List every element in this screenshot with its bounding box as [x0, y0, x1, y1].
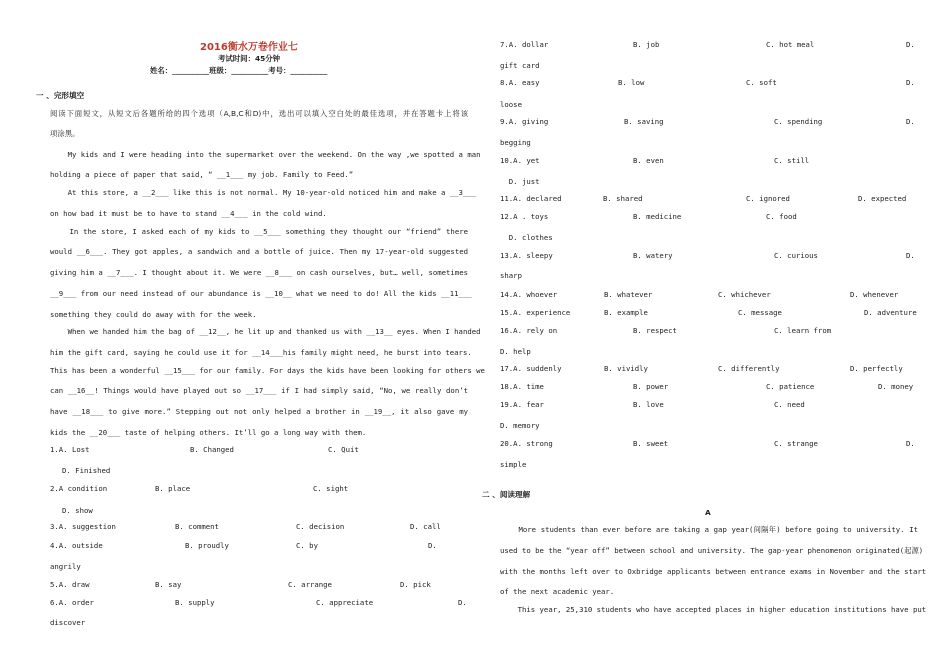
option-c: C. strange: [774, 439, 818, 448]
option-b: B. comment: [175, 522, 219, 531]
option-d: D. expected: [858, 194, 907, 203]
passage-text: At this store, a __2___ like this is not normal. My 10-year-old noticed him and make a __3___: [50, 188, 477, 197]
option-c: C. differently: [718, 364, 780, 373]
passage-text: have __18___ to give more.” Stepping out not only helped a brother in __19__, it also gave my: [50, 407, 468, 416]
passage-text: can __16__! Things would have played out so __17___ if I had simply said, “No, we really don’t: [50, 386, 468, 395]
section-heading-reading: 二 、阅读理解: [482, 490, 531, 499]
option-a: 8.A. easy: [500, 78, 540, 87]
reading-line: [500, 605, 927, 614]
option-a: 18.A. time: [500, 382, 544, 391]
option-a: 1.A. Lost: [50, 445, 90, 454]
reading-line: [500, 587, 918, 596]
option-a: 5.A. draw: [50, 580, 90, 589]
option-d: D.: [906, 40, 915, 49]
option-d: D.: [906, 439, 915, 448]
passage-line: [50, 310, 468, 319]
passage-text: This has been a wonderful __15___ for our family. For days the kids have been looking for others we: [50, 366, 485, 375]
passage-text: __9___ from our need instead of our abundance is __10__ what we need to do! All the kids __11___: [50, 289, 472, 298]
option-d-text: angrily: [50, 562, 81, 571]
passage-line: [50, 327, 481, 336]
option-a: 15.A. experience: [500, 308, 571, 317]
option-d: D. call: [410, 522, 441, 531]
option-c: C. curious: [774, 251, 818, 260]
option-b: B. example: [604, 308, 648, 317]
option-b: B. say: [155, 580, 182, 589]
option-c: C. learn from: [774, 326, 832, 335]
reading-line: [500, 525, 918, 535]
option-b: B. shared: [603, 194, 643, 203]
option-d-text: D. clothes: [500, 233, 553, 242]
reading-part-label: A: [705, 508, 711, 517]
option-b: B. supply: [175, 598, 215, 607]
option-d-text: begging: [500, 138, 531, 147]
option-b: B. sweet: [633, 439, 669, 448]
passage-line: [50, 348, 472, 357]
option-c: C. appreciate: [316, 598, 374, 607]
option-c: C. patience: [766, 382, 815, 391]
passage-line: [50, 428, 468, 437]
option-b: B. vividly: [604, 364, 648, 373]
instruction-line: 阅读下面短文，从短文后各题所给的四个选项（A,B,C和D)中，选出可以填入空白处的最佳选项，并在答题卡上将该: [50, 109, 468, 118]
passage-text: kids the __20___ taste of helping others. It’ll go a long way with them.: [50, 428, 367, 437]
option-c: C. food: [766, 212, 797, 221]
option-d-text: D. memory: [500, 421, 540, 430]
option-a: 20.A. strong: [500, 439, 553, 448]
option-d: D.: [906, 117, 915, 126]
option-a: 17.A. suddenly: [500, 364, 562, 373]
option-b: B. whatever: [604, 290, 653, 299]
option-a: 16.A. rely on: [500, 326, 558, 335]
passage-line: [50, 227, 468, 236]
option-c: C. Quit: [328, 445, 359, 454]
option-b: B. medicine: [633, 212, 682, 221]
option-b: B. respect: [633, 326, 677, 335]
passage-line: [50, 289, 472, 298]
reading-text: used to be the “year off” between school and university. The gap-year phenomenon originated(起源): [500, 546, 924, 555]
reading-text: This year, 25,310 students who have accepted places in higher education institutions have put: [500, 605, 927, 614]
passage-text: My kids and I were heading into the supermarket over the weekend. On the way ,we spotted a man: [50, 150, 481, 159]
option-a: 2.A condition: [50, 484, 108, 493]
reading-line: [500, 546, 924, 556]
option-a: 14.A. whoever: [500, 290, 558, 299]
option-d: D. pick: [400, 580, 431, 589]
cloze-instructions: [50, 108, 468, 119]
passage-line: [50, 209, 468, 218]
passage-line: [50, 170, 468, 179]
passage-line: [50, 366, 485, 375]
passage-line: [50, 150, 481, 159]
option-b: B. saving: [624, 117, 664, 126]
option-c: C. still: [774, 156, 810, 165]
page-title: 2016衡水万卷作业七: [200, 42, 298, 53]
passage-text: When we handed him the bag of __12__, he lit up and thanked us with __13__ eyes. When I handed: [50, 327, 481, 336]
passage-line: [50, 386, 468, 395]
option-c: C. by: [296, 541, 318, 550]
option-d: D. show: [62, 506, 93, 515]
option-c: C. spending: [774, 117, 823, 126]
option-c: C. hot meal: [766, 40, 815, 49]
reading-text: with the months left over to Oxbridge applicants between entrance exams in November and the start: [500, 567, 927, 576]
passage-text: In the store, I asked each of my kids to __5___ something they thought our “friend” there: [50, 227, 468, 236]
passage-line: [50, 247, 468, 256]
option-c: C. ignored: [746, 194, 790, 203]
passage-line: [50, 407, 468, 416]
option-c: C. arrange: [288, 580, 332, 589]
option-a: 6.A. order: [50, 598, 94, 607]
option-a: 13.A. sleepy: [500, 251, 553, 260]
option-d: D. whenever: [850, 290, 899, 299]
option-c: C. message: [738, 308, 782, 317]
option-a: 10.A. yet: [500, 156, 540, 165]
exam-time: 考试时间：45分钟: [218, 54, 281, 63]
option-b: B. power: [633, 382, 669, 391]
reading-text: More students than ever before are taking a gap year(间隔年) before going to university. It: [500, 525, 918, 534]
passage-text: something they could do away with for the week.: [50, 310, 257, 319]
option-c: C. sight: [313, 484, 349, 493]
option-a: 7.A. dollar: [500, 40, 549, 49]
option-d: D.: [906, 78, 915, 87]
option-d-text: D. just: [500, 177, 540, 186]
passage-line: [50, 268, 468, 277]
option-c: C. decision: [296, 522, 345, 531]
option-d-text: gift card: [500, 61, 540, 70]
option-b: B. low: [618, 78, 645, 87]
option-d-text: discover: [50, 618, 86, 627]
option-a: 11.A. declared: [500, 194, 562, 203]
option-b: B. love: [633, 400, 664, 409]
option-d: D. Finished: [62, 466, 111, 475]
option-c: C. soft: [746, 78, 777, 87]
option-d-text: D. help: [500, 347, 531, 356]
reading-text: of the next academic year.: [500, 587, 615, 596]
option-a: 12.A . toys: [500, 212, 549, 221]
option-d: D.: [906, 251, 915, 260]
passage-text: would __6___. They got apples, a sandwich and a bottle of juice. Then my 17-year-old suggested: [50, 247, 468, 256]
option-d: D. perfectly: [850, 364, 903, 373]
passage-text: on how bad it must be to have to stand __4___ in the cold wind.: [50, 209, 327, 218]
option-a: 4.A. outside: [50, 541, 103, 550]
option-b: B. watery: [633, 251, 673, 260]
option-d: D.: [458, 598, 467, 607]
reading-line: [500, 567, 927, 576]
passage-line: [50, 188, 477, 197]
option-c: C. need: [774, 400, 805, 409]
option-d-text: loose: [500, 100, 522, 109]
option-a: 9.A. giving: [500, 117, 549, 126]
option-b: B. place: [155, 484, 191, 493]
passage-text: giving him a __7___. I thought about it. We were __8___ on cash ourselves, but… well, sometimes: [50, 268, 468, 277]
section-heading-cloze: 一 、完形填空: [36, 91, 85, 100]
option-a: 3.A. suggestion: [50, 522, 116, 531]
student-info-fields: 姓名：__________班级：__________考号：__________: [150, 66, 328, 75]
passage-text: him the gift card, saying he could use it for __14___his family might need, he burst into tears.: [50, 348, 472, 357]
option-b: B. proudly: [185, 541, 229, 550]
passage-text: holding a piece of paper that said, “ __1___ my job. Family to Feed.”: [50, 170, 354, 179]
instruction-line: 项涂黑。: [50, 129, 80, 138]
option-b: B. job: [633, 40, 660, 49]
option-d-text: sharp: [500, 271, 522, 280]
option-d: D. money: [878, 382, 914, 391]
option-b: B. Changed: [190, 445, 234, 454]
option-d-text: simple: [500, 460, 527, 469]
option-b: B. even: [633, 156, 664, 165]
option-d: D. adventure: [864, 308, 917, 317]
option-c: C. whichever: [718, 290, 771, 299]
option-d: D.: [428, 541, 437, 550]
option-a: 19.A. fear: [500, 400, 544, 409]
